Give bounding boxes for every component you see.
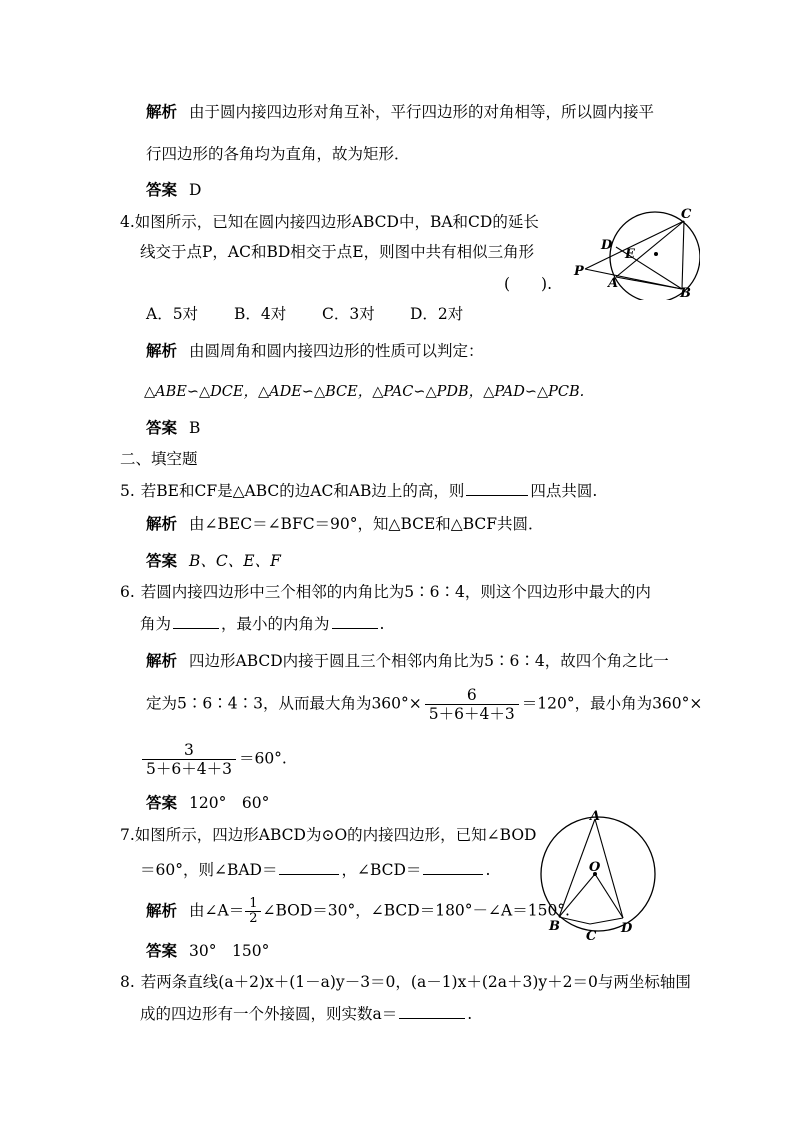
fraction-numerator: 6 (425, 686, 519, 705)
question-text-line (140, 613, 384, 634)
analysis-line (146, 897, 570, 926)
q4-options (146, 304, 463, 324)
answer-blank (332, 613, 378, 629)
analysis-label: 解析 (146, 651, 178, 670)
analysis-line (146, 102, 654, 122)
question-text: 成的四边形有一个外接圆，则实数a＝ (140, 1005, 398, 1023)
analysis-label: 解析 (146, 514, 178, 533)
question-text-line (140, 1003, 472, 1024)
answer-text: D (189, 181, 202, 199)
question-text: 若BE和CF是△ABC的边AC和AB边上的高，则 (140, 482, 465, 500)
analysis-line (142, 741, 287, 778)
analysis-text: ＝60°. (238, 749, 287, 768)
answer-label: 答案 (146, 793, 178, 812)
question-text: . (485, 861, 491, 879)
analysis-text: 定为5∶6∶4∶3，从而最大角为360°× (146, 694, 422, 713)
answer-text: B、C、E、F (189, 552, 281, 570)
q4-label-a: A (608, 276, 619, 291)
answer-blank (399, 1003, 465, 1019)
question-7-line (120, 825, 536, 845)
analysis-text: 四边形ABCD内接于圆且三个相邻内角比为5∶6∶4，故四个角之比一 (189, 652, 669, 670)
analysis-text: △ABE∽△DCE，△ADE∽△BCE，△PAC∽△PDB，△PAD∽△PCB. (144, 384, 585, 400)
q4-label-p: P (574, 264, 584, 279)
analysis-label: 解析 (146, 341, 178, 360)
answer-label: 答案 (146, 180, 178, 199)
q7-label-d: D (621, 921, 633, 936)
answer-text: 30° 150° (189, 942, 270, 960)
answer-label: 答案 (146, 941, 178, 960)
question-text: 若圆内接四边形中三个相邻的内角比为5∶6∶4，则这个四边形中最大的内 (140, 583, 651, 601)
q4-center-dot (654, 252, 658, 256)
analysis-text: ∠BOD＝30°，∠BCD＝180°－∠A＝150°. (262, 901, 570, 920)
question-6-line (120, 582, 651, 602)
fraction-denominator: 5＋6＋4＋3 (146, 760, 232, 778)
q4-label-e: E (625, 247, 635, 262)
fraction-denominator: 2 (249, 911, 258, 926)
question-number: 7. (120, 826, 135, 844)
fraction-numerator: 3 (142, 741, 236, 760)
q4-segment (682, 221, 684, 289)
question-8-line (120, 972, 691, 992)
question-text: ＝60°，则∠BAD＝ (140, 861, 278, 879)
analysis-label: 解析 (146, 900, 178, 920)
answer-line (146, 941, 269, 961)
analysis-text: 由于圆内接四边形对角互补，平行四边形的对角相等，所以圆内接平 (189, 103, 655, 121)
q7-label-b: B (549, 919, 560, 934)
option-b: B．4对 (234, 305, 287, 323)
fraction-numerator: 1 (245, 897, 261, 912)
analysis-text: ＝120°，最小角为360°× (521, 694, 703, 713)
q4-figure (570, 205, 700, 300)
section-heading: 二、填空题 (120, 450, 198, 468)
fraction (245, 897, 261, 926)
analysis-text: 由∠A＝ (189, 901, 245, 920)
analysis-label: 解析 (146, 102, 178, 121)
question-text: 如图所示，四边形ABCD为⊙O的内接四边形，已知∠BOD (134, 826, 537, 844)
q7-figure (536, 808, 678, 948)
analysis-line (146, 686, 702, 723)
question-number: 6. (120, 583, 135, 601)
q4-label-b: B (680, 286, 691, 300)
analysis-line (146, 514, 544, 534)
analysis-line (146, 341, 484, 361)
question-text: 如图所示，已知在圆内接四边形ABCD中，BA和CD的延长 (134, 213, 539, 231)
answer-label: 答案 (146, 551, 178, 570)
question-text: 角为 (140, 615, 172, 633)
question-5-line (120, 480, 597, 501)
answer-blank (173, 613, 219, 629)
answer-text: B (189, 419, 201, 437)
question-number: 5. (120, 482, 135, 500)
question-text: . (379, 615, 385, 633)
q7-label-o: O (589, 860, 601, 875)
q7-label-c: C (586, 929, 597, 944)
question-text: ，∠BCD＝ (341, 861, 422, 879)
answer-line (146, 551, 281, 571)
question-text: 线交于点P，AC和BD相交于点E，则图中共有相似三角形 (140, 243, 535, 261)
question-number: 8. (120, 973, 135, 991)
option-a: A．5对 (146, 305, 199, 323)
question-number: 4. (120, 213, 135, 231)
fraction (142, 741, 236, 778)
option-c: C．3对 (322, 305, 375, 323)
answer-label: 答案 (146, 418, 178, 437)
question-text: ，最小的内角为 (221, 615, 330, 633)
question-text: . (467, 1005, 473, 1023)
analysis-text: 行四边形的各角均为直角，故为矩形． (146, 145, 410, 163)
answer-line (146, 418, 200, 438)
answer-line (146, 180, 201, 200)
fraction-denominator: 5＋6＋4＋3 (428, 705, 515, 723)
q7-label-a: A (590, 809, 601, 824)
answer-bracket: ( ). (504, 275, 553, 293)
answer-blank (423, 859, 483, 875)
q7-segment (595, 874, 623, 918)
answer-text: 120° 60° (189, 794, 270, 812)
question-text: 若两条直线(a＋2)x＋(1－a)y－3＝0，(a－1)x＋(2a＋3)y＋2＝0与两坐标轴围 (140, 973, 691, 991)
analysis-text: 由∠BEC＝∠BFC＝90°，知△BCE和△BCF共圆． (189, 515, 544, 533)
option-d: D．2对 (410, 305, 464, 323)
answer-blank (466, 480, 528, 496)
answer-blank (279, 859, 339, 875)
q4-label-d: D (601, 238, 613, 253)
q4-label-c: C (681, 207, 692, 222)
question-4-line (120, 212, 539, 232)
fraction (425, 686, 519, 723)
analysis-text: 由圆周角和圆内接四边形的性质可以判定： (189, 342, 484, 360)
answer-line (146, 793, 269, 813)
question-text-line (140, 859, 490, 880)
analysis-line (146, 651, 669, 671)
question-text: 四点共圆. (530, 482, 598, 500)
